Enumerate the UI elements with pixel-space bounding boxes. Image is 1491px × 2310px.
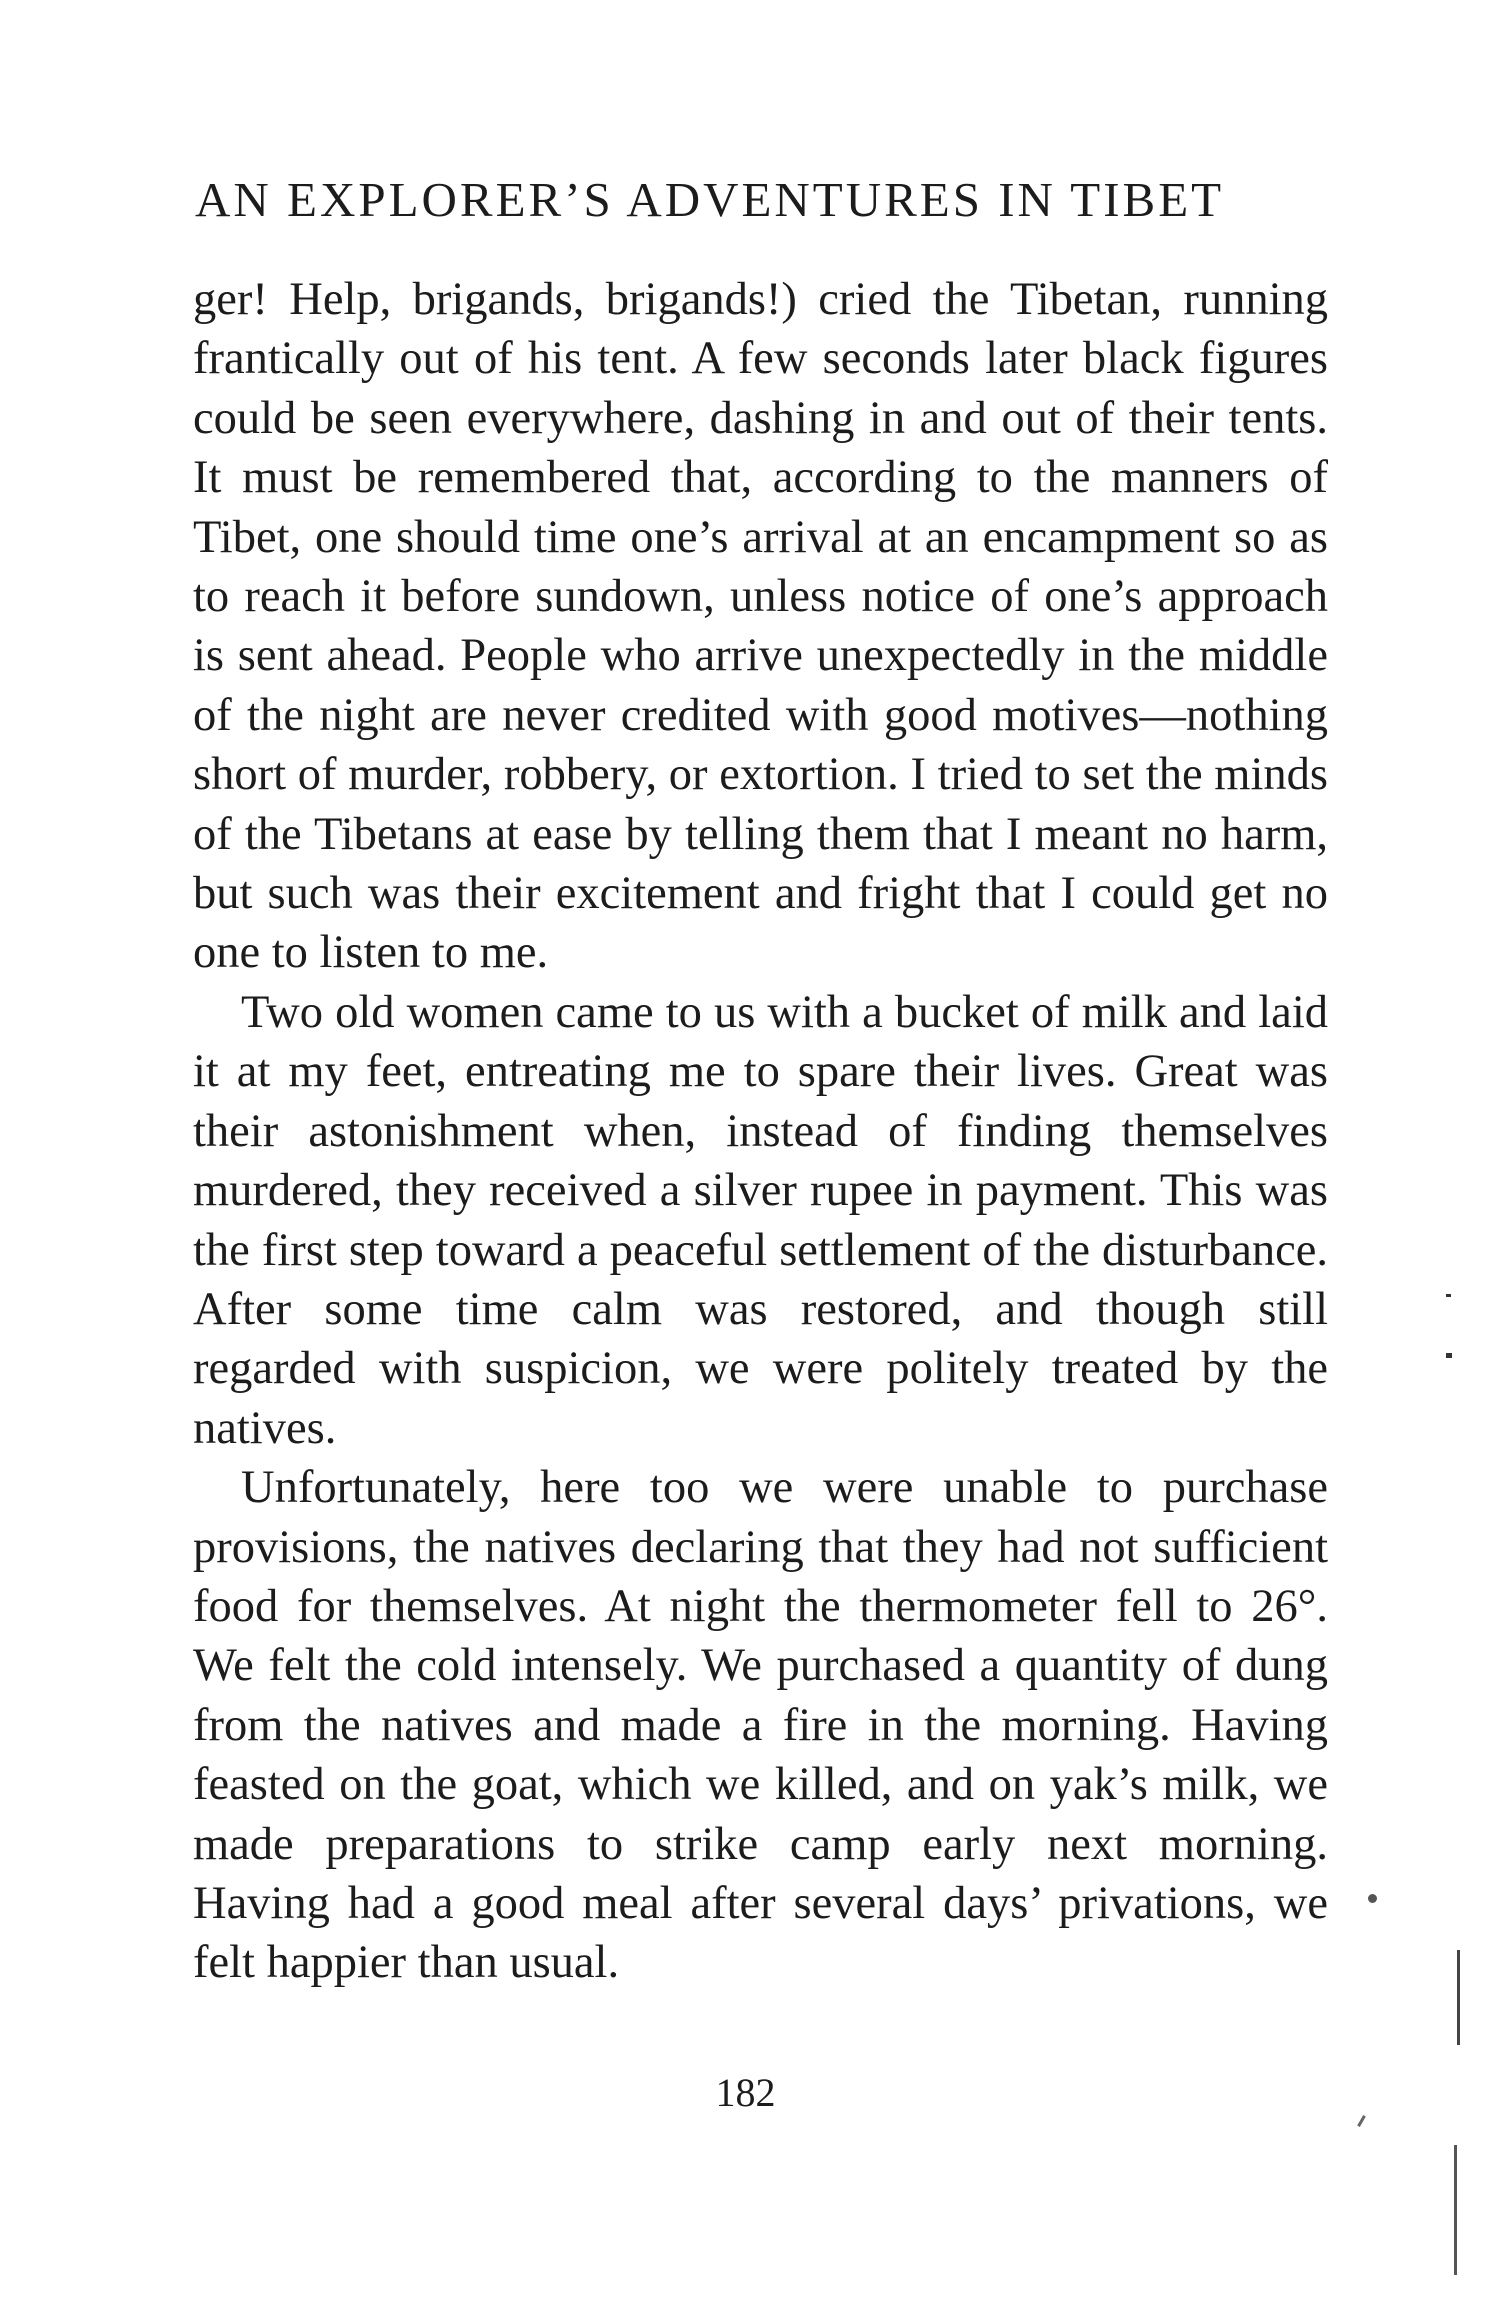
scan-edge-line <box>1454 2145 1457 2275</box>
body-text <box>193 270 1328 1993</box>
paragraph-continued: ger! Help, brigands, brigands!) cried the Tibetan, running frantically out of his tent. A few seconds later black figures could be seen everywhere, dashing in and out of their tents. It must be remembered that, according to the manners of Tibet, one should time one’s arrival at an encampment so as to reach it before sundown, unless notice of one’s approach is sent ahead. People who arrive unexpectedly in the middle of the night are never credited with good motives—nothing short of murder, robbery, or extortion. I tried to set the minds of the Tibetans at ease by telling them that I meant no harm, but such was their excitement and fright that I could get no one to listen to me. <box>193 274 1328 979</box>
scan-speck <box>1446 1353 1452 1358</box>
scan-edge-line <box>1457 1950 1460 2045</box>
running-head: AN EXPLORER’S ADVENTURES IN TIBET <box>195 172 1225 227</box>
scan-speck <box>1446 1294 1451 1297</box>
paragraph-unfortunately: Unfortunately, here too we were unable to purchase provisions, the natives declaring that they had not sufficient food for themselves. At night the thermometer fell to 26°. We felt the cold intensely. We purchased a quantity of dung from the natives and made a fire in the morning. Having feasted on the goat, which we killed, and on yak’s milk, we made preparations to strike camp early next morning. Having had a good meal after several days’ privations, we felt happier than usual. <box>193 1462 1328 1989</box>
page-number: 182 <box>715 2070 776 2115</box>
paragraph-two-old-women: Two old women came to us with a bucket of milk and laid it at my feet, entreating me to spare their lives. Great was their astonishment when, instead of finding themselves murdered, they received a silver rupee in payment. This was the first step toward a peaceful settlement of the disturbance. After some time calm was restored, and though still regarded with suspicion, we were politely treated by the natives. <box>193 986 1328 1454</box>
scan-blot <box>1368 1894 1377 1903</box>
